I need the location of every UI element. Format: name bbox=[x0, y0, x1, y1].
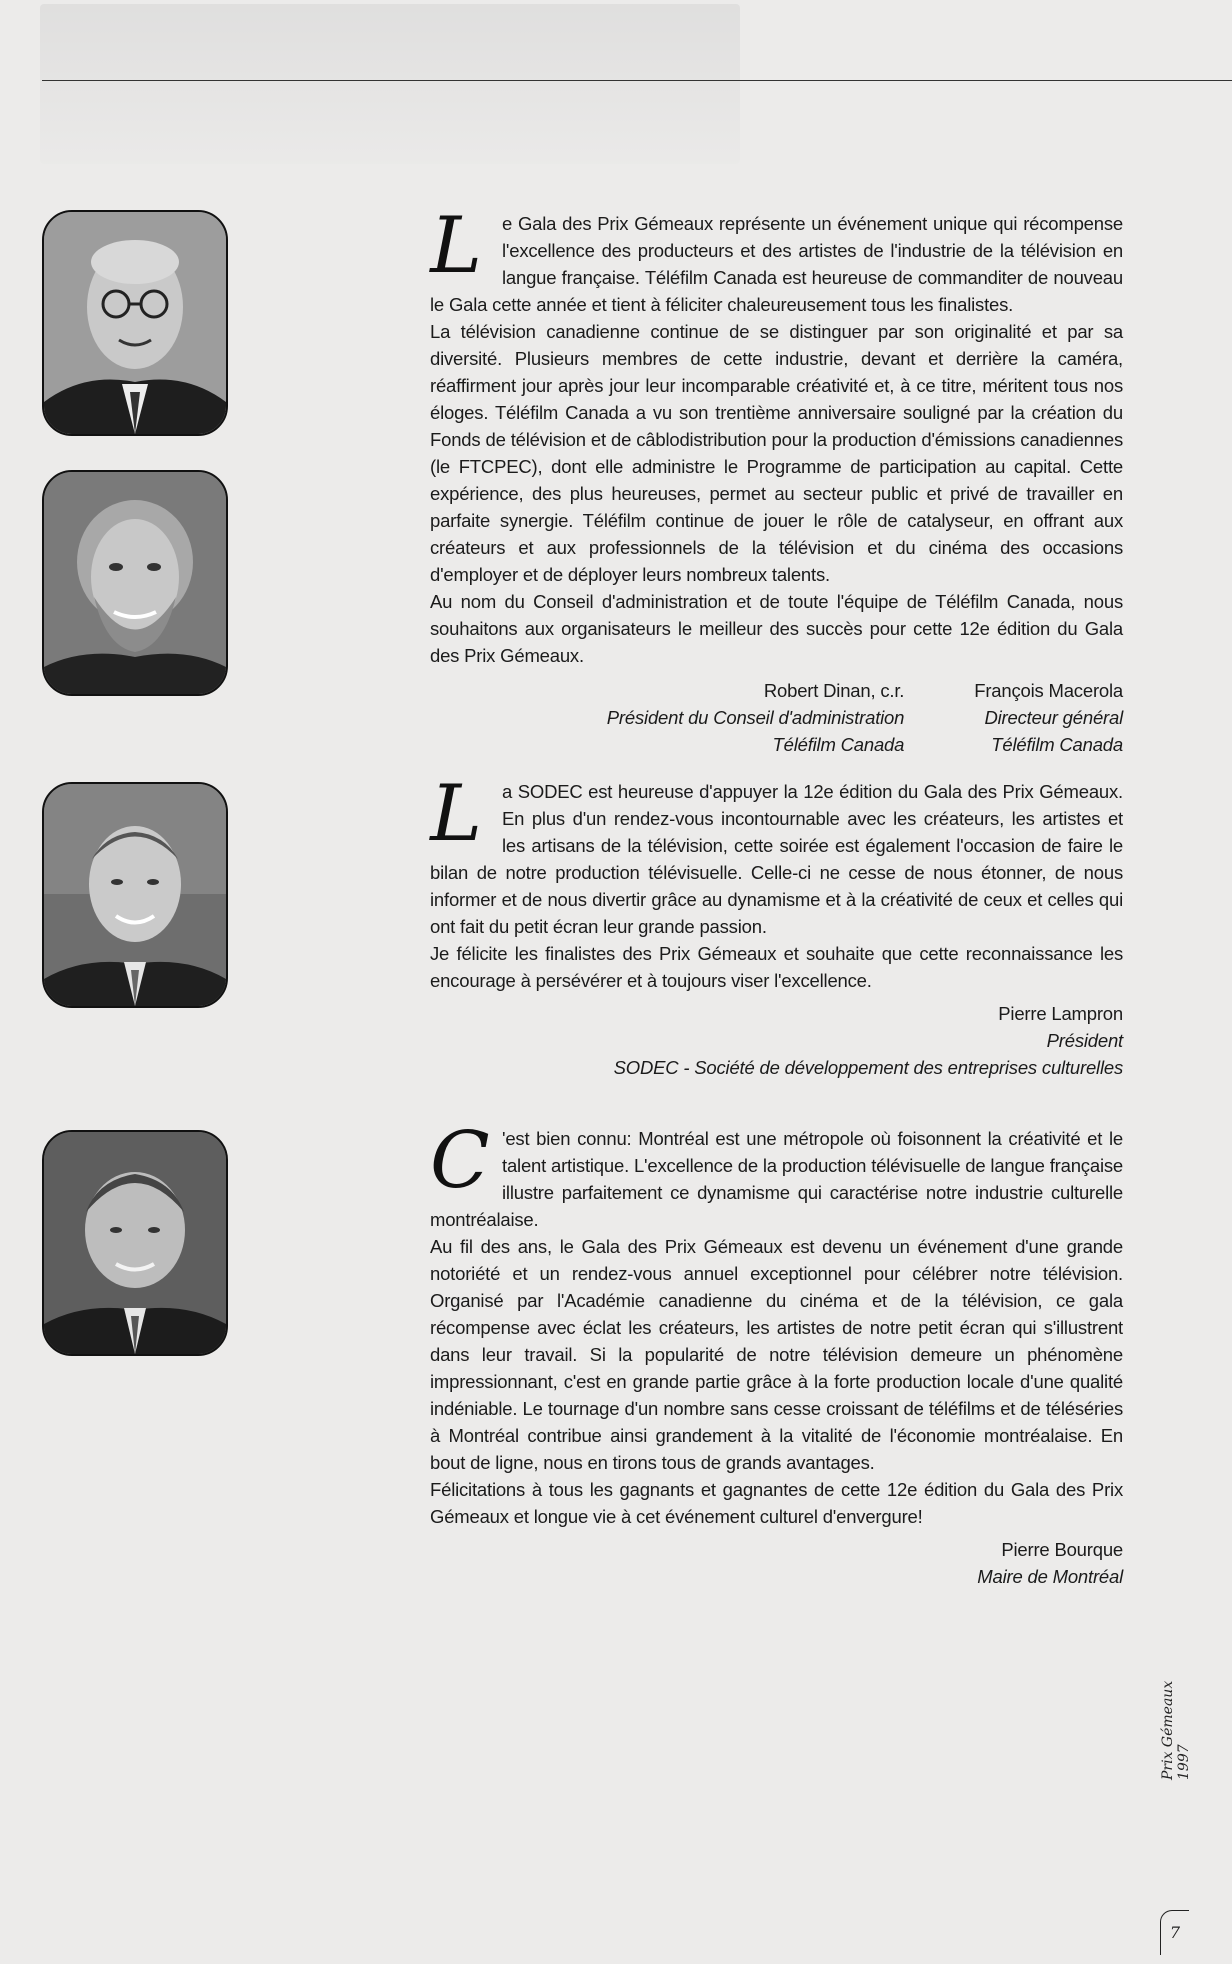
signatory-title: Président bbox=[1046, 1030, 1123, 1051]
portrait-image bbox=[44, 784, 226, 1006]
signature-dinan bbox=[607, 677, 904, 758]
signatory-org: Téléfilm Canada bbox=[991, 734, 1123, 755]
signatory-org: Téléfilm Canada bbox=[772, 734, 905, 755]
paragraph: Félicitations à tous les gagnants et gagnantes de cette 12e édition du Gala des Prix Gémeaux et longue vie à cet événement culturel d'envergure! bbox=[430, 1479, 1123, 1527]
signature-row bbox=[430, 677, 1123, 758]
signatory-title: Président du Conseil d'administration bbox=[606, 707, 905, 728]
signature-bourque bbox=[430, 1536, 1123, 1590]
faded-header-bleed bbox=[40, 4, 740, 164]
signatory-name: Pierre Lampron bbox=[998, 1003, 1123, 1024]
signature-macerola bbox=[974, 677, 1123, 758]
signature-lampron bbox=[430, 1000, 1123, 1081]
sodec-message bbox=[430, 769, 1123, 1081]
page-number: 7 bbox=[1160, 1910, 1189, 1955]
paragraph: 'est bien connu: Montréal est une métropole où foisonnent la créativité et le talent artistique. L'excellence de la production télévisuelle de langue française illustre parfaitement ce dynamisme qui caractérise notre industrie culturelle montréalaise. bbox=[430, 1128, 1123, 1230]
montreal-message bbox=[430, 1116, 1123, 1590]
portrait-image bbox=[44, 212, 226, 434]
dropcap: L bbox=[430, 769, 482, 859]
telefilm-message bbox=[430, 201, 1123, 758]
dropcap: C bbox=[430, 1116, 490, 1206]
paragraph: a SODEC est heureuse d'appuyer la 12e édition du Gala des Prix Gémeaux. En plus d'un rendez-vous incontournable avec les créateurs, les artistes et les artisans de la télévision, cette soirée est également l'occasion de faire le bilan de notre production télévisuelle. Celle-ci ne cesse de nous étonner, de nous informer et de nous divertir grâce au dynamisme et à la créativité de ceux et celles qui ont fait du petit écran leur grande passion. bbox=[430, 781, 1123, 937]
paragraph: Je félicite les finalistes des Prix Gémeaux et souhaite que cette reconnaissance les encourage à persévérer et à toujours viser l'excellence. bbox=[430, 943, 1123, 991]
signatory-title: Maire de Montréal bbox=[977, 1566, 1123, 1587]
paragraph: e Gala des Prix Gémeaux représente un événement unique qui récompense l'excellence des producteurs et des artistes de l'industrie de la télévision en langue française. Téléfilm Canada est heureuse de commanditer de nouveau le Gala cette année et tient à féliciter chaleureusement tous les finalistes. bbox=[430, 213, 1123, 315]
signatory-name: Robert Dinan, c.r. bbox=[763, 680, 905, 701]
signatory-name: François Macerola bbox=[974, 680, 1123, 701]
signatory-org: SODEC - Société de développement des entreprises culturelles bbox=[613, 1057, 1123, 1078]
paragraph: La télévision canadienne continue de se distinguer par son originalité et par sa diversité. Plusieurs membres de cette industrie, devant et derrière la caméra, réaffirment jour après jour leur incomparable créativité et, à ce titre, méritent tous nos éloges. Téléfilm Canada a vu son trentième anniversaire souligné par la création du Fonds de télévision et de câblodistribution pour la production d'émissions canadiennes (le FTCPEC), dont elle administre le Programme de participation au capital. Cette expérience, des plus heureuses, permet au secteur public et privé de travailler en parfaite synergie. Téléfilm continue de jouer le rôle de catalyseur, en offrant aux créateurs et aux professionnels de la télévision et du cinéma des occasions d'employer et de déployer leurs nombreux talents. bbox=[430, 321, 1123, 585]
publication-label: Prix Gémeaux 1997 bbox=[1160, 1680, 1192, 1780]
signatory-name: Pierre Bourque bbox=[1001, 1539, 1123, 1560]
dropcap: L bbox=[430, 201, 482, 291]
portrait-pierre-lampron bbox=[42, 782, 228, 1008]
signatory-title: Directeur général bbox=[984, 707, 1123, 728]
portrait-image bbox=[44, 472, 226, 694]
portrait-image bbox=[44, 1132, 226, 1354]
paragraph: Au nom du Conseil d'administration et de toute l'équipe de Téléfilm Canada, nous souhaitons aux organisateurs le meilleur des succès pour cette 12e édition du Gala des Prix Gémeaux. bbox=[430, 591, 1123, 666]
portrait-robert-dinan bbox=[42, 210, 228, 436]
portrait-pierre-bourque bbox=[42, 1130, 228, 1356]
top-rule bbox=[42, 80, 1232, 81]
portrait-francois-macerola bbox=[42, 470, 228, 696]
paragraph: Au fil des ans, le Gala des Prix Gémeaux est devenu un événement d'une grande notoriété et un rendez-vous annuel exceptionnel pour célébrer notre télévision. Organisé par l'Académie canadienne du cinéma et de la télévision, ce gala récompense avec éclat les créateurs, les artistes de notre petit écran qui s'illustrent dans leur travail. Si la popularité de notre télévision demeure un phénomène impressionnant, c'est en grande partie grâce à la forte production locale d'une qualité indéniable. Le tournage d'un nombre sans cesse croissant de téléfilms et de téléséries à Montréal contribue ainsi grandement à la vitalité de l'économie montréalaise. En bout de ligne, nous en tirons tous de grands avantages. bbox=[430, 1236, 1123, 1473]
